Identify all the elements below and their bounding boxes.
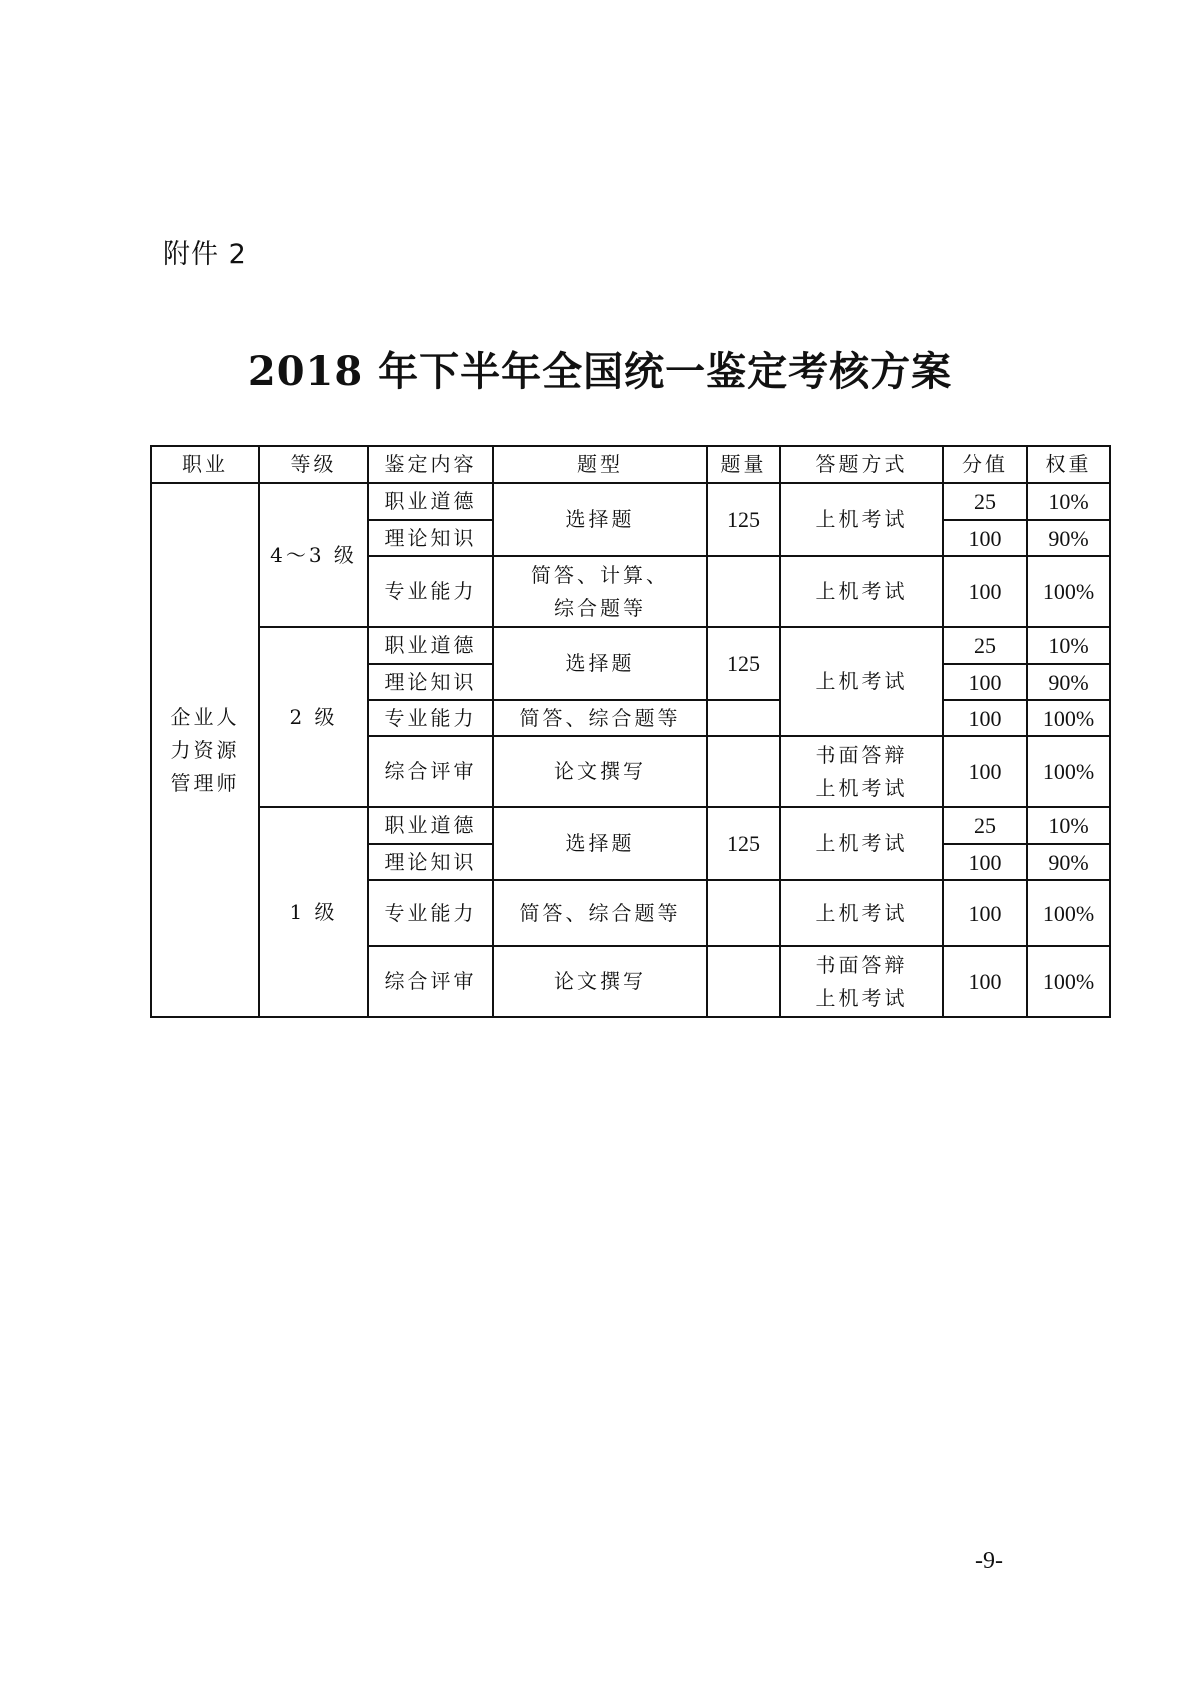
type-cell: 简答、综合题等 (493, 700, 707, 736)
method-cell: 上机考试 (780, 627, 943, 736)
weight-cell: 100% (1027, 700, 1110, 736)
count-cell: 125 (707, 627, 780, 700)
weight-cell: 100% (1027, 880, 1110, 946)
header-content: 鉴定内容 (368, 446, 493, 483)
weight-cell: 10% (1027, 627, 1110, 664)
weight-cell: 10% (1027, 807, 1110, 844)
content-cell: 综合评审 (368, 946, 493, 1017)
header-weight: 权重 (1027, 446, 1110, 483)
weight-cell: 10% (1027, 483, 1110, 520)
score-cell: 25 (943, 627, 1027, 664)
score-cell: 100 (943, 736, 1027, 807)
content-cell: 专业能力 (368, 880, 493, 946)
count-cell (707, 556, 780, 627)
document-title: 2018 年下半年全国统一鉴定考核方案 (247, 348, 953, 395)
method-cell: 上机考试 (780, 880, 943, 946)
count-cell: 125 (707, 483, 780, 556)
page-number: -9- (975, 1548, 1003, 1574)
type-cell: 简答、综合题等 (493, 880, 707, 946)
header-method: 答题方式 (780, 446, 943, 483)
weight-cell: 100% (1027, 946, 1110, 1017)
header-score: 分值 (943, 446, 1027, 483)
weight-cell: 90% (1027, 664, 1110, 700)
header-occupation: 职业 (151, 446, 259, 483)
score-cell: 100 (943, 556, 1027, 627)
attachment-label: 附件 2 (163, 239, 247, 270)
content-cell: 理论知识 (368, 844, 493, 880)
score-cell: 100 (943, 844, 1027, 880)
content-cell: 职业道德 (368, 807, 493, 844)
table-row (151, 807, 1110, 844)
table-row (151, 483, 1110, 520)
score-cell: 100 (943, 520, 1027, 556)
header-type: 题型 (493, 446, 707, 483)
content-cell: 理论知识 (368, 520, 493, 556)
score-cell: 100 (943, 946, 1027, 1017)
count-cell (707, 736, 780, 807)
count-cell (707, 946, 780, 1017)
score-cell: 100 (943, 880, 1027, 946)
content-cell: 职业道德 (368, 483, 493, 520)
weight-cell: 100% (1027, 556, 1110, 627)
type-cell: 论文撰写 (493, 946, 707, 1017)
content-cell: 专业能力 (368, 556, 493, 627)
count-cell (707, 880, 780, 946)
level-cell: 2 级 (259, 627, 368, 807)
type-cell: 选择题 (493, 807, 707, 880)
count-cell: 125 (707, 807, 780, 880)
score-cell: 100 (943, 664, 1027, 700)
assessment-plan-table (150, 445, 1111, 1018)
level-cell: 1 级 (259, 807, 368, 1017)
content-cell: 理论知识 (368, 664, 493, 700)
type-cell: 选择题 (493, 627, 707, 700)
method-cell: 上机考试 (780, 807, 943, 880)
type-cell: 选择题 (493, 483, 707, 556)
type-cell: 简答、计算、 综合题等 (493, 556, 707, 627)
count-cell (707, 700, 780, 736)
content-cell: 职业道德 (368, 627, 493, 664)
weight-cell: 100% (1027, 736, 1110, 807)
header-level: 等级 (259, 446, 368, 483)
weight-cell: 90% (1027, 844, 1110, 880)
content-cell: 综合评审 (368, 736, 493, 807)
header-count: 题量 (707, 446, 780, 483)
method-cell: 上机考试 (780, 556, 943, 627)
table-row (151, 627, 1110, 664)
method-cell: 上机考试 (780, 483, 943, 556)
level-cell: 4～3 级 (259, 483, 368, 627)
score-cell: 100 (943, 700, 1027, 736)
occupation-cell: 企业人 力资源 管理师 (151, 483, 259, 1017)
weight-cell: 90% (1027, 520, 1110, 556)
table-header-row (151, 446, 1110, 483)
score-cell: 25 (943, 483, 1027, 520)
method-cell: 书面答辩 上机考试 (780, 736, 943, 807)
content-cell: 专业能力 (368, 700, 493, 736)
method-cell: 书面答辩 上机考试 (780, 946, 943, 1017)
score-cell: 25 (943, 807, 1027, 844)
type-cell: 论文撰写 (493, 736, 707, 807)
